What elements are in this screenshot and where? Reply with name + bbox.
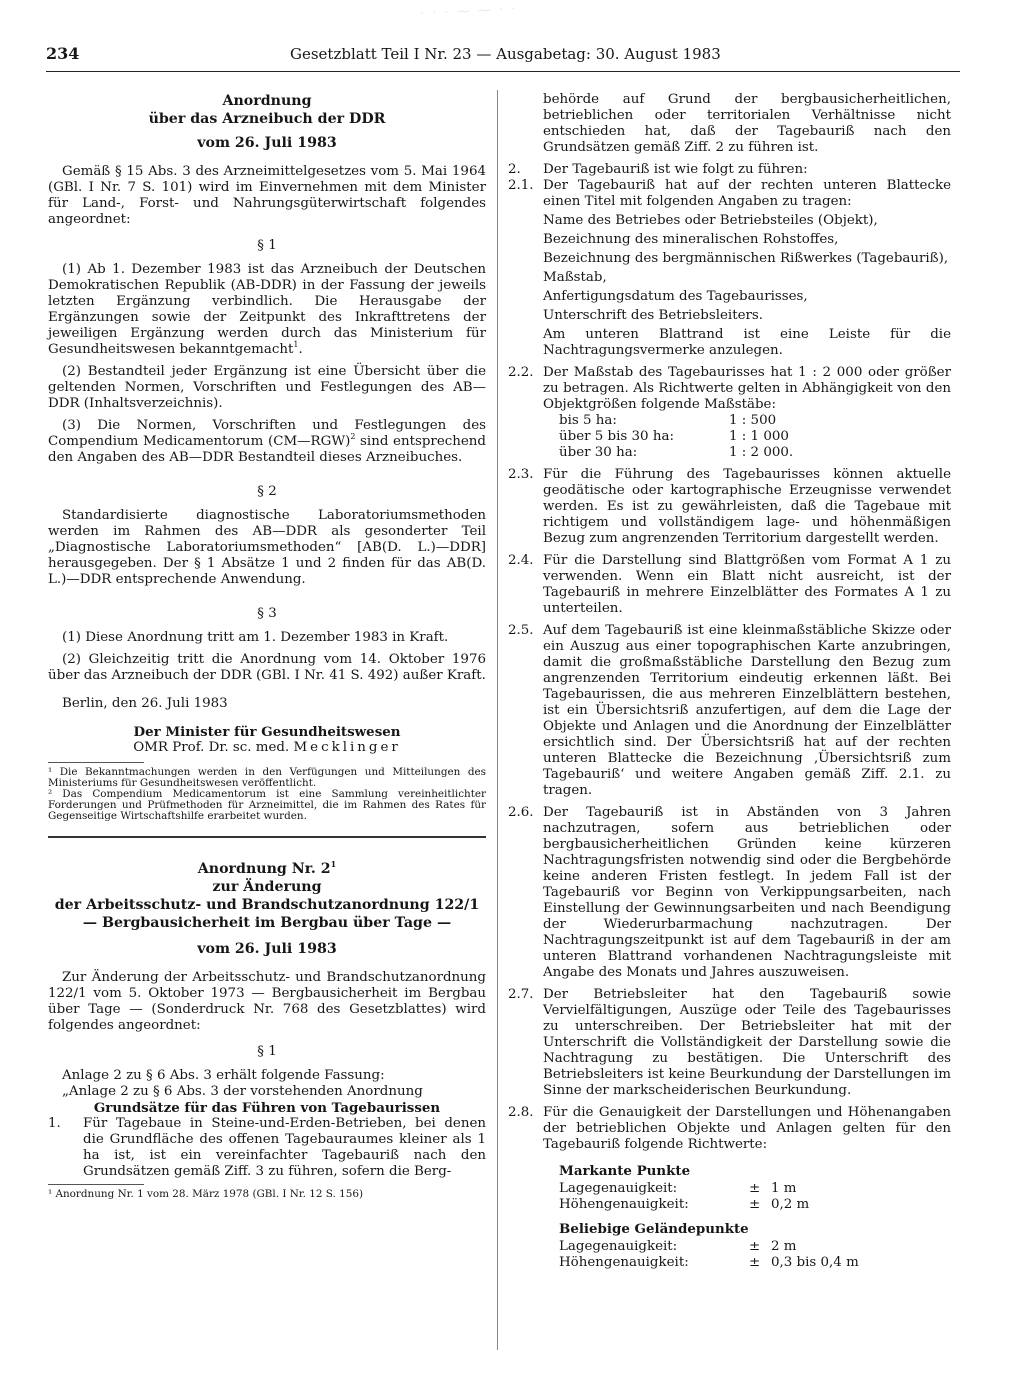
section-heading: § 2: [257, 484, 277, 499]
paragraph: Standardisierte diagnostische Laboratoriumsmethoden werden im Rahmen des AB—DDR als gesonderter Teil „Diagnostische Laboratoriumsmethoden“ [AB(D. L.)—DDR] herausgegeben. Der § 1 Absätze 1 und 2 finden für das AB(D. L.)—DDR entsprechende Anwendung.: [48, 508, 486, 587]
right-column: [508, 92, 951, 1271]
list-item: 2.1. Der Tagebauriß hat auf der rechten unteren Blattecke einen Titel mit folgenden Angaben zu tragen: Name des Betriebes oder Betriebsteiles (Objekt), Bezeichnung des mineralischen Rohstoffes, Bezeichnung des bergmännischen Rißwerkes (Tagebauriß), Maßstab, Anfertigungsdatum des Tagebaurisses, Unterschrift des Betriebsleiters. Am unteren Blattrand ist eine Leiste für die Nachtragungsvermerke anzulegen.: [508, 178, 951, 358]
header-rule: [46, 71, 960, 72]
list-item: 2.7. Der Betriebsleiter hat den Tagebauriß sowie Vervielfältigungen, Auszüge oder Teile des Tagebaurisses zu unterschreiben. Der Betriebsleiter hat mit der Unterschrift die Vollständigkeit der Darstellung sowie die Nachtragung zu bestätigen. Die Unterschrift des Betriebsleiters ist keine Beurkundung der Darstellungen im Sinne der markscheiderischen Beurkundung.: [508, 987, 951, 1098]
place-date: Berlin, den 26. Juli 1983: [62, 696, 228, 711]
list-item: 2.4. Für die Darstellung sind Blattgrößen vom Format A 1 zu verwenden. Wenn ein Blatt nicht ausreicht, ist der Tagebauriß in mehrere Einzelblätter des Formates A 1 zu unterteilen.: [508, 553, 951, 616]
paragraph: (3) Die Normen, Vorschriften und Festlegungen des Compendium Medicamentorum (CM—RGW)$^2$ sind entsprechend den Angaben des AB—DDR Bestandteil dieses Arzneibuches.: [48, 418, 486, 465]
faint-stamp-mark: · · · ⁓ ⁓ · ·: [419, 1, 518, 22]
list-item: behörde auf Grund der bergbausicherheitlichen, betrieblichen oder territorialen Verhältnisse nicht entschieden hat, daß der Tagebauriß nach den Grundsätzen gemäß Ziff. 2 zu führen ist.: [543, 92, 951, 155]
accuracy-heading: Beliebige Geländepunkte: [559, 1221, 749, 1237]
paragraph: „Anlage 2 zu § 6 Abs. 3 der vorstehenden Anordnung: [62, 1084, 423, 1099]
accuracy-table: Lagegenauigkeit: ± 1 m Höhengenauigkeit: ± 0,2 m: [559, 1181, 810, 1212]
footnote-rule: [48, 1184, 144, 1185]
column-divider: [497, 90, 498, 1350]
footnote: ² Das Compendium Medicamentorum ist eine Sammlung vereinheitlichter Forderungen und Prüfmethoden für Arzneimittel, die im Rahmen des Rates für Gegenseitige Wirtschaftshilfe erarbeitet wurden.: [48, 788, 486, 822]
paragraph: Anlage 2 zu § 6 Abs. 3 erhält folgende Fassung:: [62, 1068, 385, 1083]
paragraph: (2) Bestandteil jeder Ergänzung ist eine Übersicht über die geltenden Normen, Vorschriften und Festlegungen des AB—DDR (Inhaltsverzeichnis).: [48, 364, 486, 411]
paragraph: (1) Ab 1. Dezember 1983 ist das Arzneibuch der Deutschen Demokratischen Republik (AB-DDR) in der Fassung der jeweils letzten Ergänzung verbindlich. Die Herausgabe der Ergänzungen sowie der Zeitpunkt des Inkrafttretens der jeweiligen Ergänzung werden durch das Ministerium für Gesundheitswesen bekanntgemacht$^1$.: [48, 262, 486, 357]
section-heading: § 1: [257, 238, 277, 253]
signer-name: OMR Prof. Dr. sc. med. Mecklinger: [133, 740, 401, 755]
section-heading: § 3: [257, 606, 277, 621]
header-title: Gesetzblatt Teil I Nr. 23 — Ausgabetag: 30. August 1983: [290, 45, 721, 63]
list-item: 2.6. Der Tagebauriß ist in Abständen von 3 Jahren nachzutragen, sofern aus betrieblichen oder bergbausicherheitlichen Gründen keine kürzeren Nachtragungsfristen notwendig sind oder die Bergbehörde keine anderen Fristen festlegt. In jedem Fall ist der Tagebauriß vor Beginn von Verkippungsarbeiten, nach Einstellung der Gewinnungsarbeiten und nach Beendigung der Wiederurbarmachung nachzutragen. Der Nachtragungszeitpunkt ist auf dem Tagebauriß in der am unteren Blattrand vorhandenen Nachtragungsleiste mit Angabe des Monats und Jahres auszuweisen.: [508, 805, 951, 980]
article1-title: Anordnung über das Arzneibuch der DDR vom 26. Juli 1983: [148, 93, 386, 151]
accuracy-table: Lagegenauigkeit: ± 2 m Höhengenauigkeit: ± 0,3 bis 0,4 m: [559, 1239, 859, 1270]
page-header: [46, 46, 958, 68]
list-item: 1. Für Tagebaue in Steine-und-Erden-Betrieben, bei denen die Grundfläche des offenen Tagebauraumes kleiner als 1 ha ist, ist ein vereinfachter Tagebauriß nach den Grundsätzen gemäß Ziff. 3 zu führen, sofern die Berg-: [48, 1116, 486, 1179]
annex-subtitle: Grundsätze für das Führen von Tagebaurissen: [93, 1100, 441, 1116]
list-item: 2.5. Auf dem Tagebauriß ist eine kleinmaßstäbliche Skizze oder ein Auszug aus einer topographischen Karte anzubringen, damit die großmaßstäbliche Darstellung den Bezug zum angrenzenden Territorium eindeutig erkennen läßt. Bei Tagebaurissen, die aus mehreren Einzelblättern bestehen, ist ein Übersichtsriß anzufertigen, auf dem die Lage der Objekte und Anlagen und die Anordnung der Einzelblätter ersichtlich sind. Der Übersichtsriß hat auf der rechten unteren Blattecke die Bezeichnung ‚Übersichtsriß zum Tagebauriß‘ und weitere Angaben gemäß Ziff. 2.1. zu tragen.: [508, 623, 951, 798]
footnote: ¹ Anordnung Nr. 1 vom 28. März 1978 (GBl. I Nr. 12 S. 156): [48, 1188, 364, 1200]
left-column: [48, 92, 486, 1200]
article2-intro: Zur Änderung der Arbeitsschutz- und Brandschutzanordnung 122/1 vom 5. Oktober 1973 — Bergbausicherheit im Bergbau über Tage — (Sonderdruck Nr. 768 des Gesetzblattes) wird folgendes angeordnet:: [48, 970, 486, 1033]
article1-intro: Gemäß § 15 Abs. 3 des Arzneimittelgesetzes vom 5. Mai 1964 (GBl. I Nr. 7 S. 101) wird im Einvernehmen mit dem Minister für Land-, Forst- und Nahrungsgüterwirtschaft folgendes angeordnet:: [48, 164, 486, 227]
footnote-rule: [48, 762, 144, 763]
list-item: 2.3. Für die Führung des Tagebaurisses können aktuelle geodätische oder kartographische Erzeugnisse verwendet werden. Es ist zu gewährleisten, daß die Tagebaue mit richtigem und vollständigem lage- und höhenmäßigen Bezug zum angrenzenden Territorium dargestellt werden.: [508, 467, 951, 546]
accuracy-heading: Markante Punkte: [559, 1163, 691, 1179]
section-heading: § 1: [257, 1044, 277, 1059]
footnote: ¹ Die Bekanntmachungen werden in den Verfügungen und Mitteilungen des Ministeriums für Gesundheitswesen veröffentlicht.: [48, 766, 486, 789]
list-item: 2. Der Tagebauriß ist wie folgt zu führen:: [508, 162, 808, 177]
page-number: 234: [46, 44, 80, 63]
scale-table: bis 5 ha: 1 : 500 über 5 bis 30 ha: 1 : 1 000 über 30 ha: 1 : 2 000.: [559, 413, 794, 460]
paragraph: (2) Gleichzeitig tritt die Anordnung vom 14. Oktober 1976 über das Arzneibuch der DDR (GBl. I Nr. 41 S. 492) außer Kraft.: [48, 652, 486, 683]
signer-title: Der Minister für Gesundheitswesen: [133, 724, 401, 740]
article2-title: Anordnung Nr. $2^1$ zur Änderung der Arbeitsschutz- und Brandschutzanordnung 122/1 — Bergbausicherheit im Bergbau über Tage — vom 26. Juli 1983: [54, 859, 480, 957]
list-item: 2.8. Für die Genauigkeit der Darstellungen und Höhenangaben der betrieblichen Objekte und Anlagen gelten für den Tagebauriß folgende Richtwerte: Markante Punkte Lagegenauigkeit: ± 1 m Höhengenauigkeit: ± 0,2 m Beliebige Geländepunkte Lagegenauigkeit: ± 2 m Höhengenauigkeit: ± 0,3 bis 0,4 m: [508, 1105, 951, 1270]
list-item: 2.2. Der Maßstab des Tagebaurisses hat 1 : 2 000 oder größer zu betragen. Als Richtwerte gelten in Abhängigkeit von den Objektgrößen folgende Maßstäbe: bis 5 ha: 1 : 500 über 5 bis 30 ha: 1 : 1 000 über 30 ha: 1 : 2 000.: [508, 365, 951, 460]
paragraph: (1) Diese Anordnung tritt am 1. Dezember 1983 in Kraft.: [62, 630, 449, 645]
